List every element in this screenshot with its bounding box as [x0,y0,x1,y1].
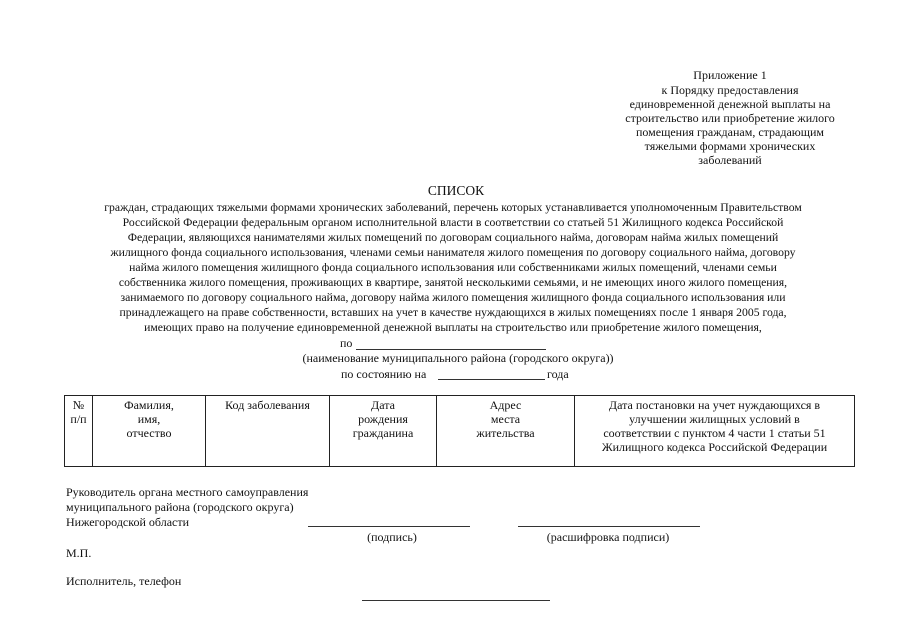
signer-title-line: Нижегородской области [66,515,190,529]
intro-line: занимаемого по договору социального найма, договору найма жилого помещения жилищного фонда социального использования или [120,291,786,304]
appendix-line: заболеваний [698,153,762,167]
appendix-line: единовременной денежной выплаты на [629,97,831,111]
executor-label: Исполнитель, телефон [66,574,182,588]
as-of-suffix: года [547,367,569,381]
appendix-line: помещения гражданам, страдающим [635,125,825,139]
signature-blank[interactable] [308,526,470,527]
as-of-date-blank[interactable] [438,379,545,380]
col-birth-date: Дата рождения гражданина [330,396,437,467]
municipality-caption: (наименование муниципального района (городского округа)) [302,351,614,365]
executor-blank[interactable] [362,600,550,601]
appendix-line: тяжелыми формами хронических [644,139,816,153]
signature-decode-blank[interactable] [518,526,700,527]
col-number: № п/п [65,396,93,467]
signature-caption: (подпись) [367,530,417,544]
municipality-blank[interactable] [356,349,546,350]
intro-line: граждан, страдающих тяжелыми формами хронических заболеваний, перечень которых устанавливается уполномоченным Правительством [104,201,802,214]
appendix-line: строительство или приобретение жилого [625,111,835,125]
signature-decode-caption: (расшифровка подписи) [546,530,670,544]
signer-title-line: Руководитель органа местного самоуправления [66,485,309,499]
intro-line: принадлежащего на праве собственности, вставших на учет в качестве нуждающихся в жилых помещениях после 1 января 2005 года, [119,306,787,319]
signer-title-line: муниципального района (городского округа) [66,500,294,514]
po-label: по [340,336,353,350]
intro-line: собственника жилого помещения, проживающих в квартире, занятой несколькими семьями, и не имеющих иного жилого помещения, [118,276,788,289]
intro-line: жилищного фонда социального использования, членами семьи нанимателя жилого помещения по договору социального найма, договору [110,246,796,259]
intro-line: найма жилого помещения жилищного фонда социального использования или собственниками жилых помещений, членами семьи [129,261,777,274]
as-of-prefix: по состоянию на [341,367,427,381]
citizens-table [64,395,855,467]
stamp-label: М.П. [66,546,92,560]
col-address: Адрес места жительства [437,396,575,467]
col-disease-code: Код заболевания [206,396,330,467]
document-title: СПИСОК [427,183,485,198]
col-registration-date: Дата постановки на учет нуждающихся в улучшении жилищных условий в соответствии с пунктом 4 части 1 статьи 51 Жилищного кодекса Российской Федерации [575,396,855,467]
col-full-name: Фамилия, имя, отчество [93,396,206,467]
intro-line: имеющих право на получение единовременной денежной выплаты на строительство или приобретение жилого помещения, [144,321,762,334]
table-header-row [65,396,855,467]
appendix-line: к Порядку предоставления [661,83,799,97]
intro-line: Российской Федерации федеральным органом исполнительной власти в соответствии со статьей 51 Жилищного кодекса Российской [122,216,784,229]
intro-line: Федерации, являющихся нанимателями жилых помещений по договорам социального найма, договорам найма жилых помещений [127,231,779,244]
appendix-line: Приложение 1 [693,68,767,82]
